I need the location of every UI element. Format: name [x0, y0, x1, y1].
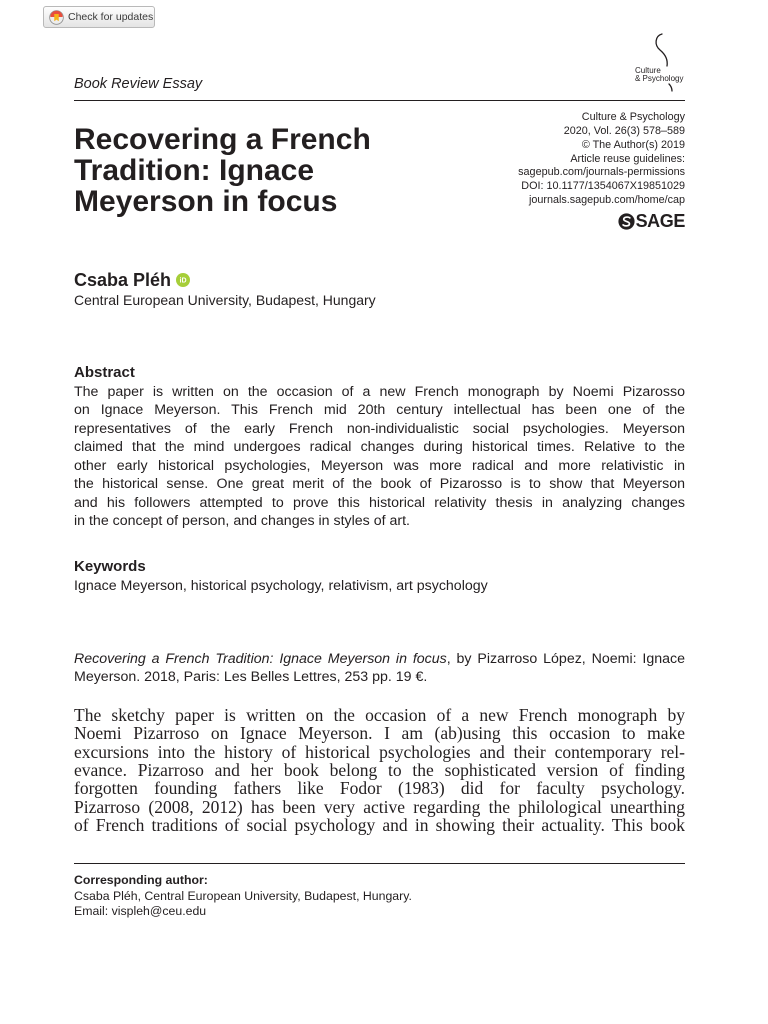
book-reference-line [74, 651, 685, 669]
body-line: The sketchy paper is written on the occasion of a new French monograph by [74, 705, 685, 725]
title-line: Recovering a French [74, 123, 371, 156]
article-title [74, 124, 371, 217]
abstract-line: The paper is written on the occasion of a new French monograph by Noemi Pizarosso [74, 384, 685, 400]
orcid-icon[interactable] [176, 273, 190, 287]
body-line: excursions into the history of historical psychologies and their contemporary rel- [74, 741, 685, 762]
abstract-line: representatives of the early French non-individualistic social psychologies. Meyerson [74, 420, 685, 437]
check-for-updates-button[interactable] [43, 6, 155, 28]
footnote-heading: Corresponding author: [74, 873, 208, 887]
journal-swirl-icon [628, 30, 688, 92]
body-line: of French traditions of social psychology and in showing their actuality. This book [74, 814, 685, 835]
journal-logo [628, 30, 688, 92]
body-line: forgotten founding fathers like Fodor (1983) did for faculty psychology. [74, 778, 685, 799]
footnote-address: Csaba Pléh, Central European University, Budapest, Hungary. [74, 888, 412, 903]
footnote-rule [74, 863, 685, 864]
journal-name: Culture & Psychology [581, 111, 685, 123]
orcid-icon-graphic [176, 273, 190, 287]
abstract-text [74, 383, 685, 531]
book-reference [74, 651, 685, 686]
reuse-guidelines-label: Article reuse guidelines: [570, 152, 685, 165]
publisher-logo [590, 211, 685, 231]
journal-logo-line2: & Psychology [635, 74, 684, 83]
orcid-label: iD [179, 277, 187, 285]
abstract-heading: Abstract [74, 364, 135, 381]
author-affiliation: Central European University, Budapest, Hungary [74, 292, 376, 308]
title-line: Tradition: Ignace [74, 154, 315, 187]
publisher-logo-text: SAGE [635, 211, 685, 231]
abstract-line: on Ignace Meyerson. This French mid 20th century intellectual has been one of the [74, 402, 685, 419]
article-type: Book Review Essay [74, 76, 203, 92]
book-reference-line: Meyerson. 2018, Paris: Les Belles Lettres, 253 pp. 19 €. [74, 668, 428, 685]
sage-logo-icon [618, 213, 635, 230]
title-line: Meyerson in focus [74, 185, 338, 218]
header-rule [74, 100, 685, 101]
crossmark-icon-graphic [49, 10, 64, 25]
volume-info: 2020, Vol. 26(3) 578–589 [563, 124, 685, 137]
author-name: Csaba Pléh [74, 270, 172, 290]
crossmark-icon [49, 10, 64, 25]
check-for-updates-label: Check for updates [68, 11, 154, 23]
keywords-heading: Keywords [74, 558, 146, 575]
author-line [74, 269, 190, 291]
email-label: Email: [74, 904, 109, 918]
sage-logo-graphic [618, 213, 635, 230]
abstract-line: the historical sense. One great merit of the book of Pizarosso is to show that Meyerson [74, 476, 685, 493]
doi-link[interactable]: DOI: 10.1177/1354067X19851029 [521, 180, 685, 193]
journal-logo-line1: Culture [635, 66, 661, 75]
abstract-line: claimed that the mind undergoes radical changes during historical times. Relative to the [74, 439, 685, 456]
body-line: evance. Pizarroso and her book belong to the sophisticated version of finding [74, 759, 685, 780]
book-details: , by Pizarroso López, Noemi: Ignace [446, 651, 685, 667]
book-title: Recovering a French Tradition: Ignace Meyerson in focus [74, 651, 447, 667]
abstract-line: other early historical psychologies, Meyerson was more radical and more relativistic in [74, 457, 685, 474]
copyright-notice: © The Author(s) 2019 [581, 138, 685, 151]
body-paragraph [74, 706, 685, 834]
body-line: Pizarroso (2008, 2012) has been very active regarding the philological unearthing [74, 796, 685, 817]
footnote-email-line [74, 904, 412, 920]
journal-homepage-link[interactable]: journals.sagepub.com/home/cap [528, 194, 685, 207]
abstract-line: and his followers attempted to prove this historical relativity thesis in analyzing changes [74, 494, 685, 511]
keywords-list: Ignace Meyerson, historical psychology, relativism, art psychology [74, 578, 488, 594]
journal-info [455, 111, 685, 208]
email-link[interactable]: vispleh@ceu.edu [111, 904, 207, 918]
reuse-guidelines-link[interactable]: sagepub.com/journals-permissions [518, 166, 685, 179]
body-line: Noemi Pizarroso on Ignace Meyerson. I am (ab)using this occasion to make [74, 723, 685, 744]
corresponding-author-footnote [74, 873, 412, 920]
abstract-line: in the concept of person, and changes in styles of art. [74, 513, 410, 530]
